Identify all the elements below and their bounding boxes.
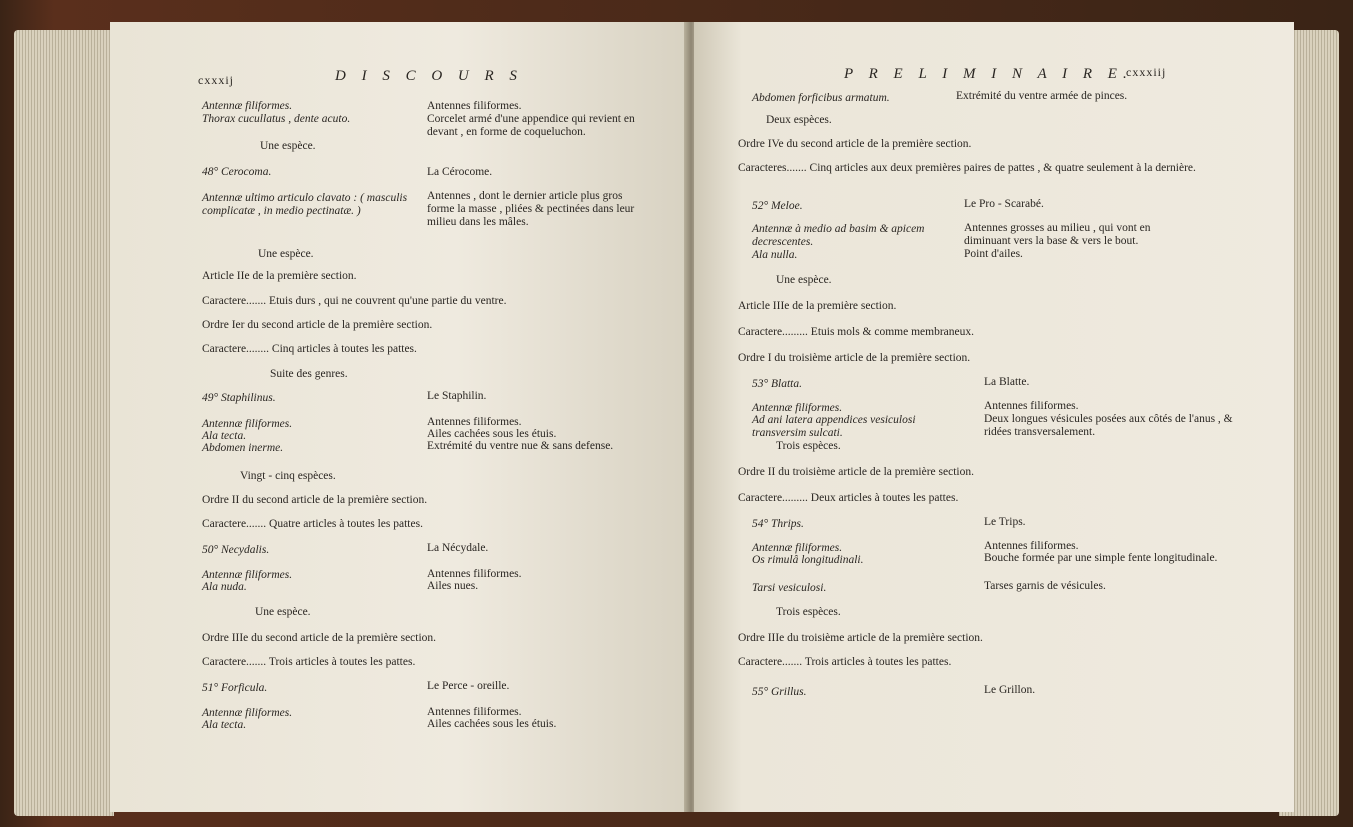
genus-latin: 48° Cerocoma. (202, 166, 272, 178)
french-line: Antennes , dont le dernier article plus gros forme la masse , pliées & pectinées dans leur milieu dans les mâles. (427, 190, 635, 228)
latin-line: Tarsi vesiculosi. (752, 582, 827, 594)
french-line: Deux longues vésicules posées aux côtés de l'anus , & ridées transversalement. (984, 413, 1233, 438)
latin-line: Antennæ filiformes. (752, 542, 843, 554)
french-line: Tarses garnis de vésicules. (984, 580, 1106, 592)
latin-line: Antennæ filiformes. (202, 707, 293, 719)
caractere-line: Caractere........ Cinq articles à toutes les pattes. (202, 343, 417, 355)
latin-line: Antennæ filiformes. (202, 569, 293, 581)
caractere-line: Caractere....... Trois articles à toutes les pattes. (202, 656, 416, 668)
french-line: Antennes filiformes. (427, 568, 522, 580)
latin-line: Antennæ à medio ad basim & apicem decrescentes. (752, 223, 925, 248)
latin-line: Ala tecta. (202, 430, 247, 442)
latin-line: Antennæ filiformes. (202, 418, 293, 430)
caractere-line: Caracteres....... Cinq articles aux deux premières paires de pattes , & quatre seulement à la dernière. (738, 162, 1196, 174)
species-count: Deux espèces. (766, 114, 832, 126)
genus-french: Le Pro - Scarabé. (964, 198, 1044, 210)
french-line: Point d'ailes. (964, 248, 1023, 260)
latin-line: Ala nuda. (202, 581, 247, 593)
genus-latin: 52° Meloe. (752, 200, 803, 212)
ordre-heading: Ordre IIIe du troisième article de la première section. (738, 632, 983, 644)
french-line: Antennes filiformes. (427, 416, 522, 428)
page-number: cxxxij (198, 73, 234, 87)
latin-line: Ala nulla. (752, 249, 798, 261)
french-line: Antennes filiformes. (984, 400, 1079, 412)
genus-latin: 55° Grillus. (752, 686, 807, 698)
species-count: Une espèce. (255, 606, 311, 618)
french-line: Antennes filiformes. (427, 100, 522, 112)
genus-latin: 50° Necydalis. (202, 544, 270, 556)
species-count: Trois espèces. (776, 440, 841, 452)
article-heading: Article IIe de la première section. (202, 270, 357, 282)
latin-line: Thorax cucullatus , dente acuto. (202, 113, 351, 125)
ordre-heading: Ordre IIIe du second article de la première section. (202, 632, 437, 644)
latin-line: Antennæ filiformes. (202, 100, 293, 112)
french-line: Ailes cachées sous les étuis. (427, 428, 557, 440)
page-edges-left (14, 30, 114, 816)
caractere-line: Caractere....... Trois articles à toutes les pattes. (738, 656, 952, 668)
genus-latin: 54° Thrips. (752, 518, 804, 530)
genus-latin: 51° Forficula. (202, 682, 268, 694)
caractere-line: Caractere....... Quatre articles à toutes les pattes. (202, 518, 423, 530)
french-line: Antennes filiformes. (427, 706, 522, 718)
french-line: Corcelet armé d'une appendice qui revient en devant , en forme de coqueluchon. (427, 113, 635, 138)
species-count: Une espèce. (776, 274, 832, 286)
latin-line: Abdomen forficibus armatum. (752, 92, 890, 104)
french-line: Bouche formée par une simple fente longitudinale. (984, 552, 1218, 564)
species-count: Une espèce. (258, 248, 314, 260)
ordre-heading: Ordre II du troisième article de la première section. (738, 466, 974, 478)
genus-french: Le Grillon. (984, 684, 1036, 696)
latin-line: Antennæ filiformes. (752, 402, 843, 414)
running-head: D I S C O U R S (335, 68, 523, 84)
ordre-heading: Ordre I du troisième article de la première section. (738, 352, 971, 364)
french-line: Antennes filiformes. (984, 540, 1079, 552)
caractere-line: Caractere......... Etuis mols & comme membraneux. (738, 326, 975, 338)
latin-line: Ala tecta. (202, 719, 247, 731)
species-count: Une espèce. (260, 140, 316, 152)
ordre-heading: Ordre IVe du second article de la première section. (738, 138, 972, 150)
species-count: Trois espèces. (776, 606, 841, 618)
latin-line: Os rimulâ longitudinali. (752, 554, 864, 566)
genus-french: La Nécydale. (427, 542, 489, 554)
ordre-heading: Ordre II du second article de la première section. (202, 494, 428, 506)
latin-line: Antennæ ultimo articulo clavato : ( masculis complicatæ , in medio pectinatæ. ) (202, 192, 408, 217)
genus-french: La Cérocome. (427, 166, 493, 178)
genus-french: La Blatte. (984, 376, 1030, 388)
genus-french: Le Perce - oreille. (427, 680, 510, 692)
subheading: Suite des genres. (270, 368, 348, 380)
french-line: Antennes grosses au milieu , qui vont en diminuant vers la base & vers le bout. (964, 222, 1151, 247)
running-head: P R E L I M I N A I R E. (844, 66, 1133, 82)
latin-line: Ad ani latera appendices vesiculosi transversim sulcati. (752, 414, 916, 439)
latin-line: Abdomen inerme. (202, 442, 284, 454)
genus-latin: 53° Blatta. (752, 378, 802, 390)
ordre-heading: Ordre Ier du second article de la première section. (202, 319, 433, 331)
caractere-line: Caractere....... Etuis durs , qui ne couvrent qu'une partie du ventre. (202, 295, 507, 307)
species-count: Vingt - cinq espèces. (240, 470, 336, 482)
page-number: cxxxiij (1126, 65, 1167, 79)
french-line: Ailes nues. (427, 580, 479, 592)
genus-french: Le Trips. (984, 516, 1026, 528)
right-page (694, 22, 1294, 812)
left-page (110, 22, 688, 812)
caractere-line: Caractere......... Deux articles à toutes les pattes. (738, 492, 959, 504)
genus-french: Le Staphilin. (427, 390, 487, 402)
french-line: Extrémité du ventre armée de pinces. (956, 90, 1128, 102)
genus-latin: 49° Staphilinus. (202, 392, 276, 404)
article-heading: Article IIIe de la première section. (738, 300, 897, 312)
french-line: Ailes cachées sous les étuis. (427, 718, 557, 730)
french-line: Extrémité du ventre nue & sans defense. (427, 440, 614, 452)
